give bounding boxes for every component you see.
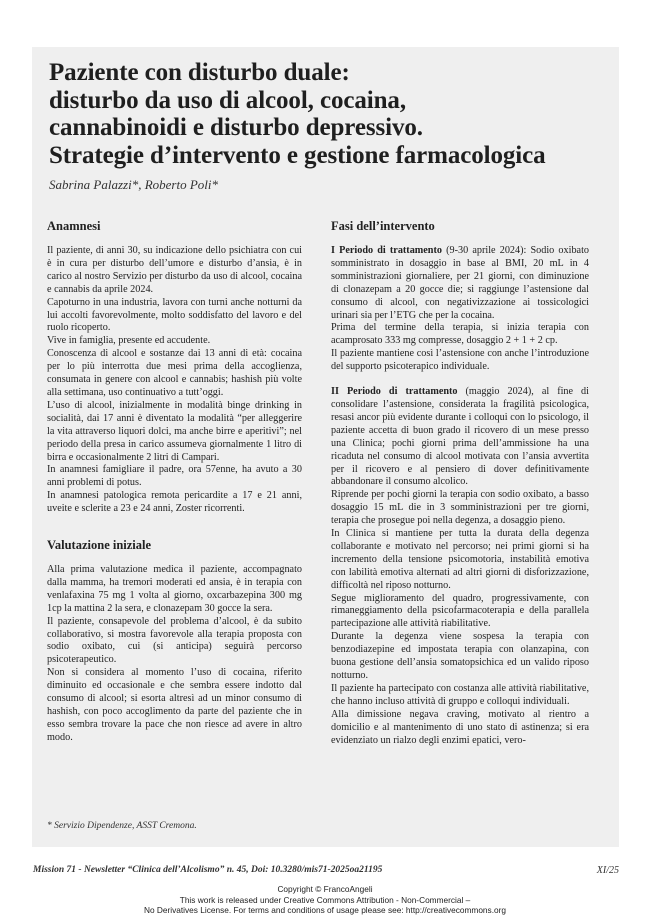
journal-citation: Mission 71 - Newsletter “Clinica dell’Alcolismo” n. 45, Doi: 10.3280/mis71-2025oa21195 (33, 865, 383, 875)
copyright-line: Copyright © FrancoAngeli (277, 884, 373, 894)
title-line-1: Paziente con disturbo duale: (49, 59, 350, 86)
article-title (49, 59, 609, 169)
anamnesi-paragraph: Vive in famiglia, presente ed accudente. (47, 335, 211, 347)
title-line-4: Strategie d’intervento e gestione farmacologica (49, 141, 546, 169)
footnote: * Servizio Dipendenze, ASST Cremona. (47, 821, 197, 831)
title-line-2: disturbo da uso di alcool, cocaina, (49, 86, 406, 114)
copyright-line: This work is released under Creative Commons Attribution - Non-Commercial – (179, 894, 471, 905)
anamnesi-heading: Anamnesi (47, 219, 101, 233)
anamnesi-paragraph: Il paziente, di anni 30, su indicazione dello psichiatra con cui è in cura per disturbo dell’umore e disturbo d’ansia, è in carico al nostro Servizio per disturbo da uso di alcool, cocaina e cannabis da aprile 2024. (47, 245, 302, 295)
periodo1-paragraph (331, 245, 589, 322)
left-column (47, 219, 302, 745)
copyright-notice (0, 884, 650, 916)
periodo2-paragraph: Segue miglioramento del quadro, progressivamente, con rimaneggiamento della psicofarmacoterapia e della parallela partecipazione alle attività riabilitative. (331, 592, 589, 630)
anamnesi-paragraph: Capoturno in una industria, lavora con turni anche notturni da lui accolti favorevolmente, molto soddisfatto del lavoro e del ruolo ricoperto. (47, 296, 302, 334)
periodo2-paragraph: In Clinica si mantiene per tutta la durata della degenza collaborante e motivato nel percorso; nei primi giorni si ha incremento della tensione psicomotoria, instabilità emotiva con labilità emotiva alternati ad altri giorni di disforizzazione, difficoltà nel riposo notturno. (331, 528, 589, 591)
anamnesi-paragraph: Conoscenza di alcool e sostanze dai 13 anni di età: cocaina per lo più interrotta due mesi prima della accoglienza, consumata in genere con alcool e cannabis; hashish più volte alla settimana, uso continuativo a tutt’oggi. (47, 348, 302, 398)
periodo1-text: (9-30 aprile 2024): Sodio oxibato somministrato in dosaggio in base al BMI, 20 mL in 4 somministrazioni giornaliere, per 21 giorni, con diminuzione di clonazepam a 20 gocce die; si raggiunge l’astensione dal consumo di alcool, con negativizzazione ai tossicologici urinari sia per l’ETG che per la cocaina. (331, 245, 589, 321)
periodo2-paragraph: Durante la degenza viene sospesa la terapia con benzodiazepine ed impostata terapia con olanzapina, con buona gestione dell’ansia somatopsichica ed un valido riposo notturno. (331, 631, 589, 681)
authors: Sabrina Palazzi*, Roberto Poli* (49, 177, 218, 192)
valutazione-paragraph: Non si considera al momento l’uso di cocaina, riferito diminuito ed occasionale e che sembra essere indotto dal consumo di alcool; si esorta altresì ad un minor consumo di hashish, con poco accoglimento da parte del paziente che in esso sembra trovare la pace che non riesce ad avere in altro modo. (47, 667, 302, 743)
anamnesi-paragraph: L’uso di alcool, inizialmente in modalità binge drinking in socialità, dai 17 anni è diventato la modalità “per alleggerire la vita attraverso liquori dolci, ma anche birre e aperitivi”; nel periodo della presa in carico assumeva giornalmente 1 litro di birra e occasionalmente 2 litri di Campari. (47, 399, 302, 463)
periodo2-paragraph: Il paziente ha partecipato con costanza alle attività riabilitative, che hanno incluso attività di gruppo e colloqui individuali. (331, 682, 589, 707)
page-number: XI/25 (596, 865, 619, 876)
fasi-heading: Fasi dell’intervento (331, 219, 435, 233)
title-line-3: cannabinoidi e disturbo depressivo. (49, 114, 423, 141)
periodo2-label: II Periodo di trattamento (331, 386, 458, 398)
periodo2-paragraph: Alla dimissione negava craving, motivato al rientro a domicilio e al mantenimento di uno stato di astinenza; si era evidenziato un rialzo degli enzimi epatici, vero- (331, 708, 589, 746)
periodo1-label: I Periodo di trattamento (331, 245, 442, 256)
anamnesi-paragraph: In anamnesi patologica remota pericardite a 17 e 21 anni, uveite e sclerite a 23 e 24 anni, Zoster ricorrenti. (47, 490, 302, 515)
periodo2-text: (maggio 2024), al fine di consolidare l’astensione, considerata la fragilità psicologica, resasi ancor più evidente durante i colloqui con lo psicologo, il paziente accetta di buon grado il ricovero di un mese presso una Clinica; pochi giorni prima dell’ammissione ha una ricaduta nel consumo di alcool motivata con l’ansia avvertita per il ricovero e al pensiero di dover definitivamente abbandonare il consumo alcolico. (331, 386, 589, 488)
valutazione-heading: Valutazione iniziale (47, 538, 152, 553)
periodo1-paragraph: Il paziente mantiene così l’astensione con anche l’introduzione del supporto psicoterapico individuale. (331, 348, 589, 373)
periodo2-paragraph (331, 386, 589, 489)
periodo2-paragraph: Riprende per pochi giorni la terapia con sodio oxibato, a basso dosaggio 15 mL die in 3 somministrazioni per tre giorni, terapia che prosegue poi nella degenza, a dosaggio pieno. (331, 489, 589, 527)
valutazione-paragraph: Alla prima valutazione medica il paziente, accompagnato dalla mamma, ha tremori moderati ed ansia, è in terapia con venlafaxina 75 mg 1 volta al giorno, oxcarbazepina 300 mg 1cp la mattina 2 la sera, e clonazepam 30 gocce la sera. (47, 564, 302, 614)
periodo1-paragraph: Prima del termine della terapia, si inizia terapia con acamprosato 333 mg compresse, dosaggio 2 + 1 + 2 cp. (331, 322, 589, 347)
valutazione-paragraph: Il paziente, consapevole del problema d’alcool, è da subito collaborativo, si mostra favorevole alla terapia proposta con sodio oxibato, cui (si anticipa) seguirà percorso psicoterapeutico. (47, 615, 302, 666)
copyright-line: No Derivatives License. For terms and conditions of usage please see: http://creativecommons.org (143, 905, 506, 915)
right-column (331, 219, 589, 747)
anamnesi-paragraph: In anamnesi famigliare il padre, ora 57enne, ha avuto a 30 anni problemi di potus. (47, 464, 302, 489)
